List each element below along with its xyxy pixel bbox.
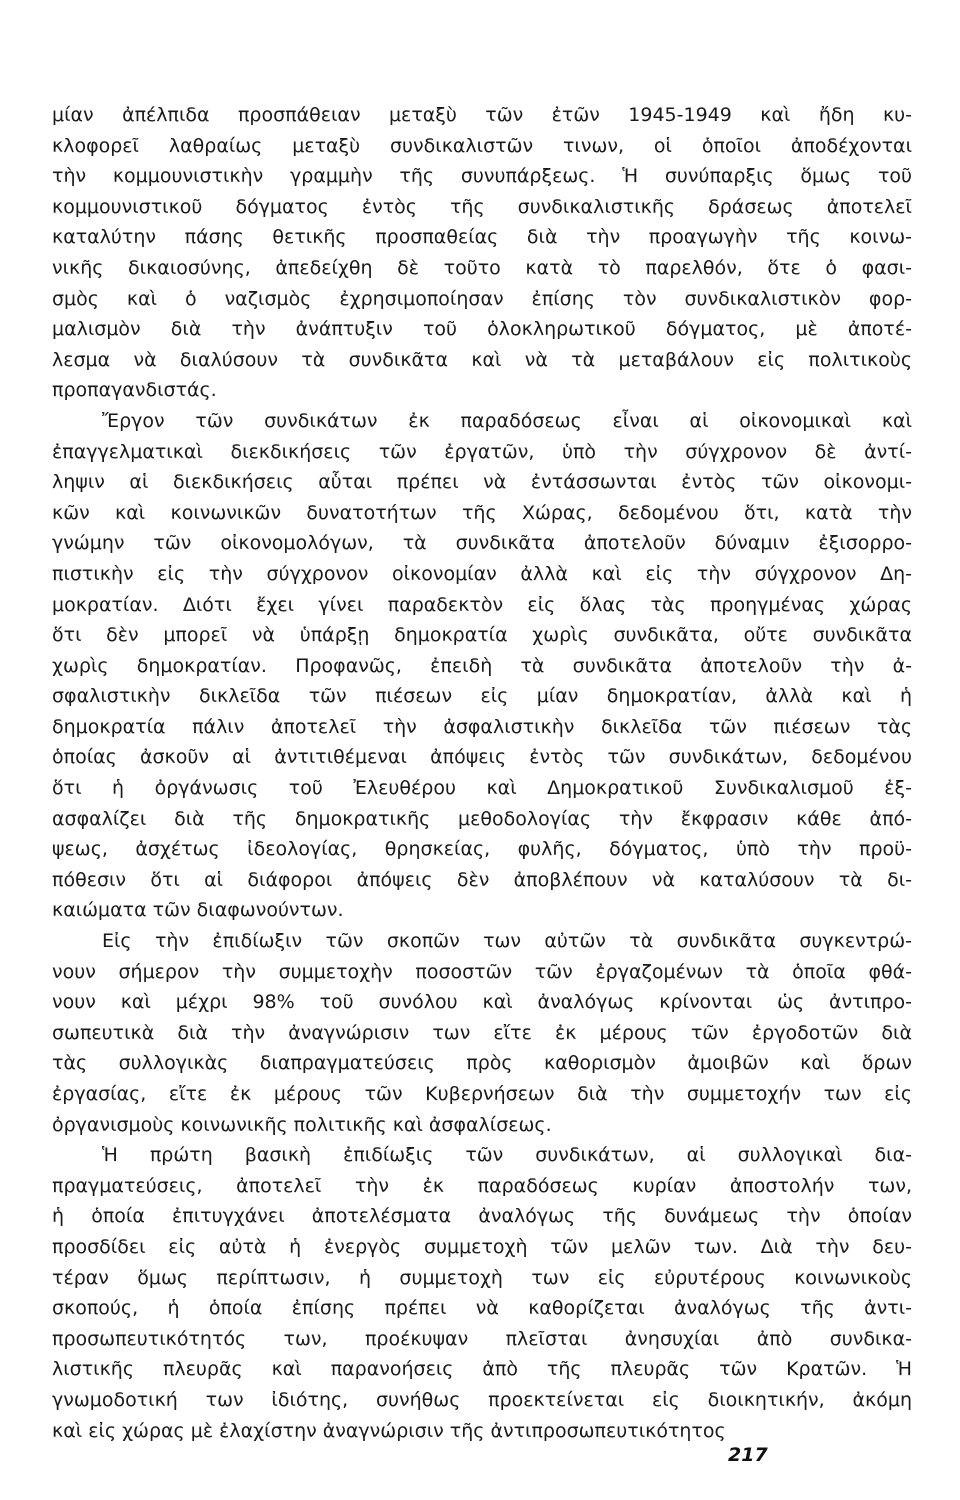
text-line: λιστικῆς πλευρᾶς καὶ παρανοήσεις ἀπὸ τῆς πλευρᾶς τῶν Κρατῶν. Ἡ xyxy=(52,1358,912,1381)
text-line: τέραν ὅμως περίπτωσιν, ἡ συμμετοχὴ των εἰς εὐρυτέρους κοινωνικοὺς xyxy=(52,1266,912,1289)
text-line: ἐργασίας, εἴτε ἐκ μέρους τῶν Κυβερνήσεων διὰ τὴν συμμετοχήν των εἰς xyxy=(52,1083,912,1105)
paragraph xyxy=(52,406,912,926)
text-line: καιώματα τῶν διαφωνούντων. xyxy=(52,899,344,922)
text-line: μοκρατίαν. Διότι ἔχει γίνει παραδεκτὸν εἰς ὅλας τὰς προηγμένας χώρας xyxy=(52,593,912,616)
text-line: κομμουνιστικοῦ δόγματος ἐντὸς τῆς συνδικαλιστικῆς δράσεως ἀποτελεῖ xyxy=(52,195,912,218)
text-line: σφαλιστικὴν δικλεῖδα τῶν πιέσεων εἰς μίαν δημοκρατίαν, ἀλλὰ καὶ ἡ xyxy=(52,685,912,708)
text-line: δημοκρατία πάλιν ἀποτελεῖ τὴν ἀσφαλιστικὴν δικλεῖδα τῶν πιέσεων τὰς xyxy=(52,715,912,738)
text-line: κῶν καὶ κοινωνικῶν δυνατοτήτων τῆς Χώρας, δεδομένου ὅτι, κατὰ τὴν xyxy=(52,501,912,524)
text-line: πόθεσιν ὅτι αἱ διάφοροι ἀπόψεις δὲν ἀποβλέπουν νὰ καταλύσουν τὰ δι- xyxy=(52,868,912,891)
paragraph xyxy=(52,926,912,1140)
text-line: κλοφορεῖ λαθραίως μεταξὺ συνδικαλιστῶν τινων, οἱ ὁποῖοι ἀποδέχονται xyxy=(52,134,912,157)
text-line: ασφαλίζει διὰ τῆς δημοκρατικῆς μεθοδολογίας τὴν ἔκφρασιν κάθε ἀπό- xyxy=(52,807,912,830)
text-line: γνωμοδοτική των ἰδιότης, συνήθως προεκτείνεται εἰς διοικητικήν, ἀκόμη xyxy=(52,1388,912,1411)
text-line: ὅτι ἡ ὀργάνωσις τοῦ Ἐλευθέρου καὶ Δημοκρατικοῦ Συνδικαλισμοῦ ἐξ- xyxy=(52,777,912,800)
page-number: 217 xyxy=(728,1444,768,1466)
text-line: Ἔργον τῶν συνδικάτων ἐκ παραδόσεως εἶναι αἱ οἰκονομικαὶ καὶ xyxy=(102,409,912,432)
text-line: σωπευτικὰ διὰ τὴν ἀναγνώρισιν των εἴτε ἐκ μέρους τῶν ἐργοδοτῶν διὰ xyxy=(52,1021,912,1044)
text-line: γνώμην τῶν οἰκονομολόγων, τὰ συνδικᾶτα ἀποτελοῦν δύναμιν ἐξισορρο- xyxy=(52,532,912,555)
text-line: Ἡ πρώτη βασικὴ ἐπιδίωξις τῶν συνδικάτων, αἱ συλλογικαὶ δια- xyxy=(102,1144,912,1167)
text-line: καὶ εἰς χώρας μὲ ἐλαχίστην ἀναγνώρισιν τῆς ἀντιπροσωπευτικότητος xyxy=(52,1419,726,1442)
text-line: προσδίδει εἰς αὐτὰ ἡ ἐνεργὸς συμμετοχὴ τῶν μελῶν των. Διὰ τὴν δευ- xyxy=(52,1235,912,1258)
text-line: χωρὶς δημοκρατίαν. Προφανῶς, ἐπειδὴ τὰ συνδικᾶτα ἀποτελοῦν τὴν ἀ- xyxy=(52,654,912,677)
text-line: ψεως, ἀσχέτως ἰδεολογίας, θρησκείας, φυλῆς, δόγματος, ὑπὸ τὴν προϋ- xyxy=(52,838,912,861)
text-line: προπαγανδιστάς. xyxy=(52,379,217,402)
text-line: ἐπαγγελματικαὶ διεκδικήσεις τῶν ἐργατῶν, ὑπὸ τὴν σύγχρονον δὲ ἀντί- xyxy=(52,440,912,463)
text-line: λεσμα νὰ διαλύσουν τὰ συνδικᾶτα καὶ νὰ τὰ μεταβάλουν εἰς πολιτικοὺς xyxy=(52,348,912,371)
text-line: νικῆς δικαιοσύνης, ἀπεδείχθη δὲ τοῦτο κατὰ τὸ παρελθόν, ὅτε ὁ φασι- xyxy=(52,256,912,279)
text-line: σκοπούς, ἡ ὁποία ἐπίσης πρέπει νὰ καθορίζεται ἀναλόγως τῆς ἀντι- xyxy=(52,1297,912,1320)
text-line: σμὸς καὶ ὁ ναζισμὸς ἐχρησιμοποίησαν ἐπίσης τὸν συνδικαλιστικὸν φορ- xyxy=(52,287,912,310)
text-line: ὁποίας ἀσκοῦν αἱ ἀντιτιθέμεναι ἀπόψεις ἐντὸς τῶν συνδικάτων, δεδομένου xyxy=(52,746,912,769)
paragraph xyxy=(52,100,912,406)
text-line: νουν καὶ μέχρι 98% τοῦ συνόλου καὶ ἀναλόγως κρίνονται ὡς ἀντιπρο- xyxy=(52,991,912,1014)
text-line: μίαν ἀπέλπιδα προσπάθειαν μεταξὺ τῶν ἐτῶν 1945-1949 καὶ ἤδη κυ- xyxy=(52,104,912,126)
text-line: πραγματεύσεις, ἀποτελεῖ τὴν ἐκ παραδόσεως κυρίαν ἀποστολήν των, xyxy=(52,1174,912,1197)
text-line: ὀργανισμοὺς κοινωνικῆς πολιτικῆς καὶ ἀσφαλίσεως. xyxy=(52,1113,552,1136)
text-line: ληψιν αἱ διεκδικήσεις αὗται πρέπει νὰ ἐντάσσωνται ἐντὸς τῶν οἰκονομι- xyxy=(52,471,912,494)
body-text xyxy=(52,100,912,1446)
text-line: τὰς συλλογικὰς διαπραγματεύσεις πρὸς καθορισμὸν ἀμοιβῶν καὶ ὅρων xyxy=(52,1052,912,1075)
text-line: μαλισμὸν διὰ τὴν ἀνάπτυξιν τοῦ ὁλοκληρωτικοῦ δόγματος, μὲ ἀποτέ- xyxy=(52,318,912,341)
text-line: νουν σήμερον τὴν συμμετοχὴν ποσοστῶν τῶν ἐργαζομένων τὰ ὁποῖα φθά- xyxy=(52,960,912,983)
text-line: τὴν κομμουνιστικὴν γραμμὴν τῆς συνυπάρξεως. Ἡ συνύπαρξις ὅμως τοῦ xyxy=(52,165,912,188)
text-line: καταλύτην πάσης θετικῆς προσπαθείας διὰ τὴν προαγωγὴν τῆς κοινω- xyxy=(52,226,912,249)
text-line: προσωπευτικότητός των, προέκυψαν πλεῖσται ἀνησυχίαι ἀπὸ συνδικα- xyxy=(52,1327,912,1350)
text-line: Εἰς τὴν ἐπιδίωξιν τῶν σκοπῶν των αὐτῶν τὰ συνδικᾶτα συγκεντρώ- xyxy=(102,930,912,953)
text-line: ἡ ὁποία ἐπιτυγχάνει ἀποτελέσματα ἀναλόγως τῆς δυνάμεως τὴν ὁποίαν xyxy=(52,1205,912,1228)
paragraph xyxy=(52,1140,912,1446)
text-line: πιστικὴν εἰς τὴν σύγχρονον οἰκονομίαν ἀλλὰ καὶ εἰς τὴν σύγχρονον Δη- xyxy=(52,562,912,585)
text-line: ὅτι δὲν μπορεῖ νὰ ὑπάρξῃ δημοκρατία χωρὶς συνδικᾶτα, οὔτε συνδικᾶτα xyxy=(52,624,912,647)
